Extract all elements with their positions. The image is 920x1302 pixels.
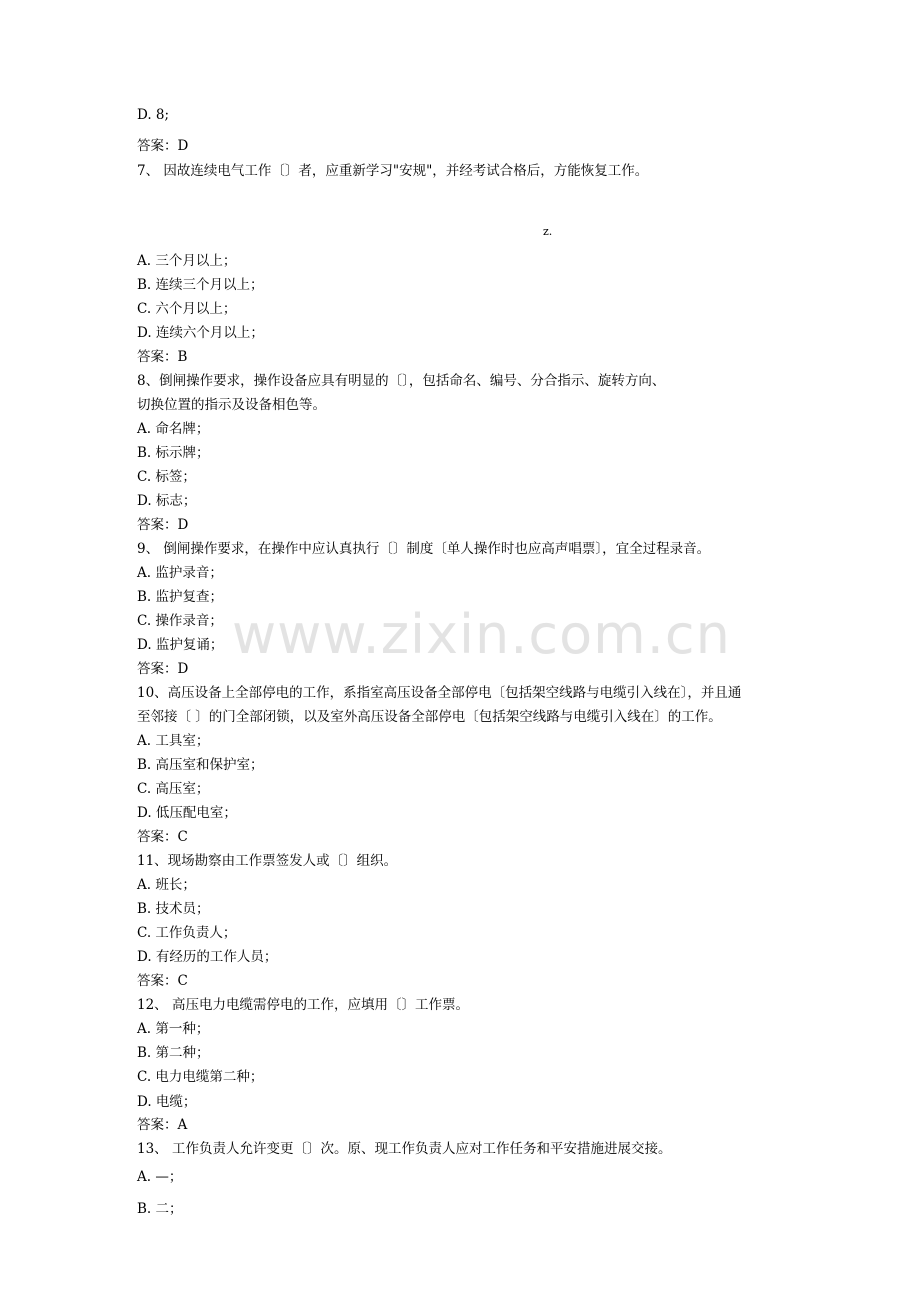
option-line: D. 电缆；	[137, 1094, 197, 1110]
option-line: B. 技术员；	[137, 901, 210, 917]
option-line: B. 高压室和保护室；	[137, 757, 264, 773]
option-line: D. 8;	[137, 107, 170, 123]
option-line: D. 有经历的工作人员；	[137, 949, 278, 965]
option-line: D. 监护复诵；	[137, 637, 224, 653]
option-line: B. 二；	[137, 1201, 183, 1217]
option-line: B. 连续三个月以上；	[137, 277, 264, 293]
option-line: C. 操作录音；	[137, 613, 223, 629]
question-line: 11、现场勘察由工作票签发人或〔〕组织。	[137, 853, 398, 869]
option-line: A. 三个月以上；	[137, 253, 237, 269]
question-line: 切换位置的指示及设备相色等。	[137, 397, 326, 413]
option-line: C. 六个月以上；	[137, 301, 237, 317]
option-line: A. —；	[137, 1169, 183, 1185]
question-line: 13、 工作负责人允许变更〔〕次。原、现工作负责人应对工作任务和平安措施进展交接。	[137, 1141, 672, 1157]
page-mark: z.	[543, 225, 553, 238]
answer-line: 答案：B	[137, 349, 188, 365]
answer-line: 答案：C	[137, 973, 188, 989]
option-line: B. 第二种；	[137, 1045, 210, 1061]
option-line: D. 连续六个月以上；	[137, 325, 264, 341]
question-line: 12、 高压电力电缆需停电的工作，应填用〔〕工作票。	[137, 997, 469, 1013]
option-line: D. 低压配电室；	[137, 805, 237, 821]
watermark: www.zixin.com.cn	[232, 603, 731, 666]
option-line: D. 标志；	[137, 493, 197, 509]
question-line: 至邻接〔 〕的门全部闭锁，以及室外高压设备全部停电〔包括架空线路与电缆引入线在〕的工作。	[137, 709, 722, 725]
option-line: C. 高压室；	[137, 781, 210, 797]
answer-line: 答案：D	[137, 517, 189, 533]
option-line: A. 工具室；	[137, 733, 210, 749]
option-line: A. 命名牌；	[137, 421, 210, 437]
answer-line: 答案：A	[137, 1117, 188, 1133]
question-line: 10、高压设备上全部停电的工作，系指室高压设备全部停电〔包括架空线路与电缆引入线在〕，并且通	[137, 685, 742, 701]
option-line: A. 班长；	[137, 877, 196, 893]
option-line: B. 标示牌；	[137, 445, 210, 461]
answer-line: 答案：D	[137, 138, 189, 154]
answer-line: 答案：D	[137, 661, 189, 677]
option-line: A. 第一种；	[137, 1021, 210, 1037]
question-line: 7、 因故连续电气工作〔〕者，应重新学习"安规"，并经考试合格后，方能恢复工作。	[137, 163, 649, 179]
question-line: 9、 倒闸操作要求，在操作中应认真执行〔〕制度〔单人操作时也应高声唱票〕，宜全过程录音。	[137, 541, 711, 557]
option-line: A. 监护录音；	[137, 565, 223, 581]
question-line: 8、倒闸操作要求，操作设备应具有明显的〔〕，包括命名、编号、分合指示、旋转方向、	[137, 373, 666, 389]
option-line: C. 标签；	[137, 469, 196, 485]
option-line: C. 工作负责人；	[137, 925, 237, 941]
option-line: C. 电力电缆第二种；	[137, 1069, 264, 1085]
answer-line: 答案：C	[137, 829, 188, 845]
option-line: B. 监护复查；	[137, 589, 224, 605]
